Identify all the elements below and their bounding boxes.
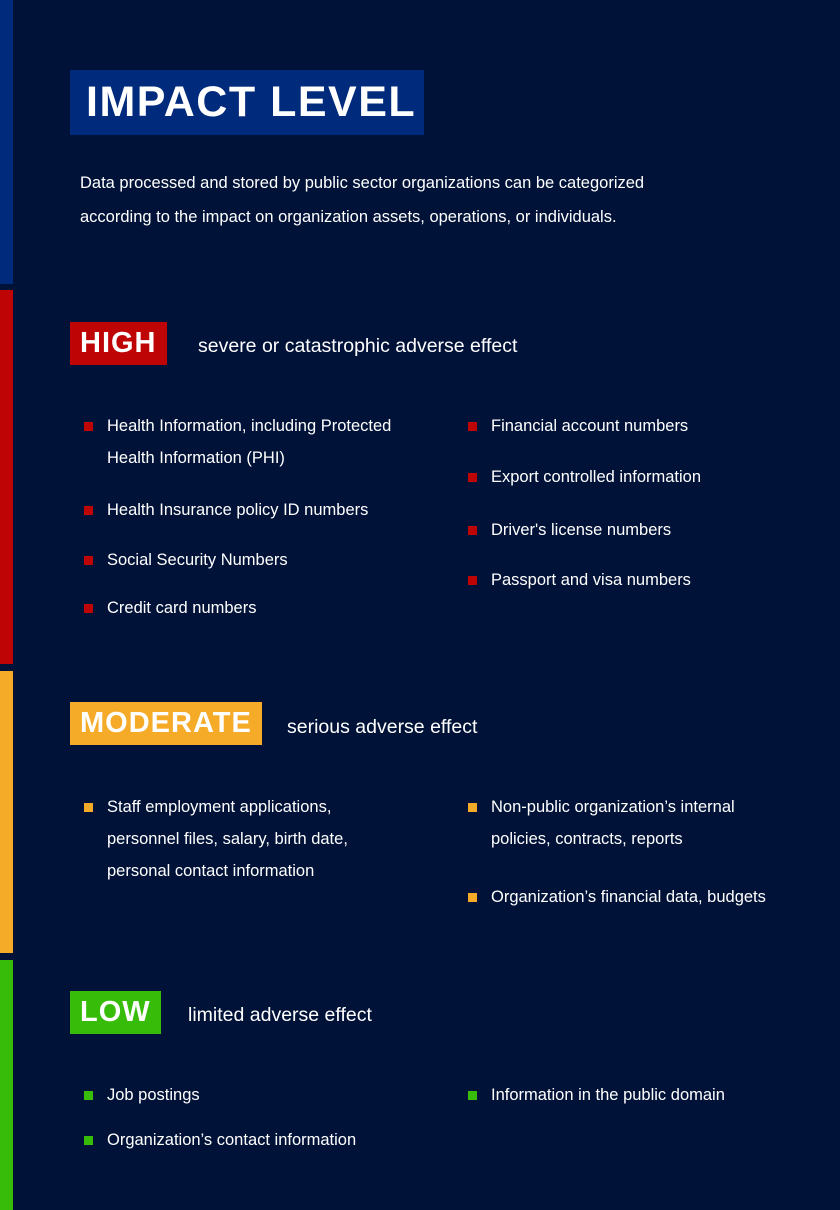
bullet-icon bbox=[84, 506, 93, 515]
list-item: Information in the public domain bbox=[491, 1079, 811, 1111]
side-stripe-intro bbox=[0, 0, 13, 284]
bullet-icon bbox=[468, 473, 477, 482]
list-item: Social Security Numbers bbox=[107, 544, 427, 576]
side-stripe-low bbox=[0, 960, 13, 1210]
list-item: Organization’s contact information bbox=[107, 1124, 427, 1156]
list-item: Organization’s financial data, budgets bbox=[491, 881, 811, 913]
bullet-icon bbox=[468, 803, 477, 812]
low-badge: LOW bbox=[70, 991, 161, 1034]
side-stripe-high bbox=[0, 290, 13, 664]
bullet-icon bbox=[84, 803, 93, 812]
title-banner bbox=[70, 70, 424, 135]
bullet-icon bbox=[84, 604, 93, 613]
list-item: Health Insurance policy ID numbers bbox=[107, 494, 427, 526]
list-item: Staff employment applications, personnel files, salary, birth date, personal contact information bbox=[107, 791, 379, 887]
list-item: Export controlled information bbox=[491, 461, 811, 493]
list-item: Non-public organization’s internal policies, contracts, reports bbox=[491, 791, 771, 855]
high-description: severe or catastrophic adverse effect bbox=[198, 335, 518, 357]
list-item: Financial account numbers bbox=[491, 410, 811, 442]
bullet-icon bbox=[84, 1091, 93, 1100]
intro-text: Data processed and stored by public sector organizations can be categorized according to the impact on organization assets, operations, or individuals. bbox=[80, 174, 645, 226]
bullet-icon bbox=[84, 556, 93, 565]
side-stripe-moderate bbox=[0, 671, 13, 953]
page-title: IMPACT LEVEL bbox=[86, 78, 417, 126]
low-description: limited adverse effect bbox=[188, 1004, 372, 1026]
high-badge: HIGH bbox=[70, 322, 167, 365]
list-item: Passport and visa numbers bbox=[491, 564, 811, 596]
bullet-icon bbox=[468, 576, 477, 585]
moderate-description: serious adverse effect bbox=[287, 716, 478, 738]
list-item: Driver's license numbers bbox=[491, 514, 811, 546]
moderate-badge: MODERATE bbox=[70, 702, 262, 745]
list-item: Job postings bbox=[107, 1079, 427, 1111]
bullet-icon bbox=[84, 422, 93, 431]
list-item: Credit card numbers bbox=[107, 592, 427, 624]
bullet-icon bbox=[468, 526, 477, 535]
bullet-icon bbox=[468, 1091, 477, 1100]
bullet-icon bbox=[468, 893, 477, 902]
bullet-icon bbox=[468, 422, 477, 431]
bullet-icon bbox=[84, 1136, 93, 1145]
list-item: Health Information, including Protected Health Information (PHI) bbox=[107, 410, 407, 474]
